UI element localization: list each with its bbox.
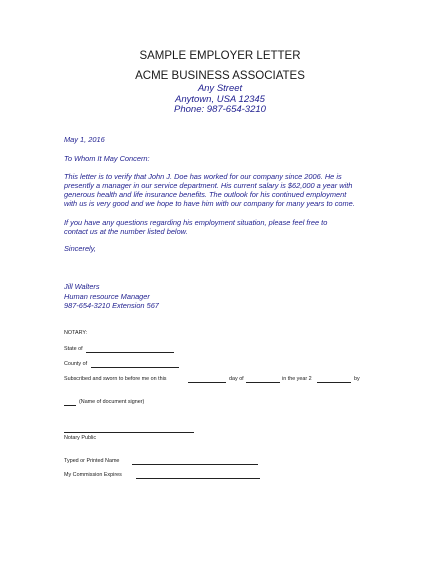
printed-name-line[interactable] [132, 464, 258, 465]
signer-note: (Name of document signer) [79, 399, 145, 405]
sworn-text-2: day of [229, 376, 244, 382]
letter-date: May 1, 2016 [64, 135, 105, 144]
state-label: State of [64, 346, 83, 352]
sworn-text-3: in the year 2 [282, 376, 312, 382]
signer-phone: 987-654-3210 Extension 567 [64, 301, 159, 310]
county-field-line[interactable] [91, 367, 179, 368]
phone-number: Phone: 987-654-3210 [174, 104, 266, 115]
address-city: Anytown, USA 12345 [175, 94, 265, 105]
address-street: Any Street [197, 83, 243, 94]
letter-title: SAMPLE EMPLOYER LETTER [139, 50, 301, 62]
paragraph-1-line: generous health and life insurance benefits. The outlook for his continued employment [64, 190, 347, 199]
sworn-month-line[interactable] [246, 382, 280, 383]
county-label: County of [64, 361, 88, 367]
paragraph-2-line: If you have any questions regarding his employment situation, please feel free to [64, 218, 328, 227]
state-field-line[interactable] [86, 352, 174, 353]
paragraph-1-line: with us is very good and we hope to have him with our company for many years to come. [64, 199, 355, 208]
signer-title: Human resource Manager [64, 292, 150, 301]
paragraph-1-line: presently a manager in our service department. His current salary is $62,000 a year with [64, 181, 353, 190]
signer-name-line[interactable] [64, 405, 76, 406]
company-name: ACME BUSINESS ASSOCIATES [135, 70, 305, 82]
paragraph-2-line: contact us at the number listed below. [64, 227, 188, 236]
paragraph-1-line: This letter is to verify that John J. Doe has worked for our company since 2006. He is [64, 172, 342, 181]
printed-name-label: Typed or Printed Name [64, 458, 120, 464]
sworn-text-4: by [354, 376, 360, 382]
sworn-day-line[interactable] [188, 382, 226, 383]
notary-public-label: Notary Public [64, 435, 97, 441]
signer-name: Jill Walters [64, 282, 100, 291]
commission-label: My Commission Expires [64, 472, 122, 478]
notary-signature-line[interactable] [64, 432, 194, 433]
sworn-text-1: Subscribed and sworn to before me on this [64, 376, 167, 382]
sworn-year-line[interactable] [317, 382, 351, 383]
notary-heading: NOTARY: [64, 330, 88, 336]
closing: Sincerely, [64, 244, 96, 253]
salutation: To Whom It May Concern: [64, 154, 150, 163]
commission-line[interactable] [136, 478, 260, 479]
